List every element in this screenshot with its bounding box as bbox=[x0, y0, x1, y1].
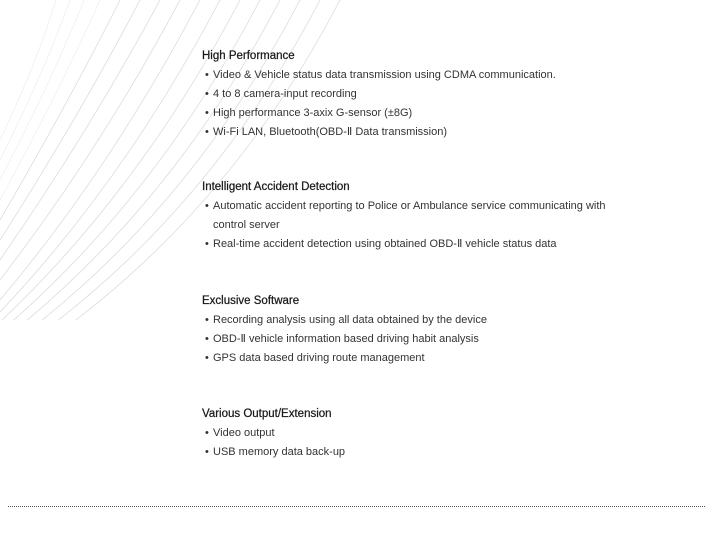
list-item bbox=[202, 235, 682, 254]
bullet: • bbox=[205, 238, 209, 250]
bullet: • bbox=[205, 314, 209, 326]
feature-items bbox=[202, 311, 682, 368]
section-title: Exclusive Software bbox=[202, 295, 300, 307]
item-text: Automatic accident reporting to Police or Ambulance service communicating with control server bbox=[213, 200, 606, 231]
section-title: Intelligent Accident Detection bbox=[202, 181, 350, 193]
item-text: USB memory data back-up bbox=[213, 446, 346, 458]
section-various-output-extension bbox=[202, 405, 682, 462]
section-intelligent-accident-detection bbox=[202, 178, 682, 254]
list-item bbox=[202, 104, 682, 123]
list-item bbox=[202, 443, 682, 462]
item-text: GPS data based driving route management bbox=[213, 352, 425, 364]
list-item bbox=[202, 311, 682, 330]
list-item bbox=[202, 123, 682, 142]
list-item bbox=[202, 197, 633, 235]
list-item bbox=[202, 85, 682, 104]
item-text: High performance 3-axix G-sensor (±8G) bbox=[213, 107, 413, 119]
bullet: • bbox=[205, 69, 209, 81]
bullet: • bbox=[205, 126, 209, 138]
list-item bbox=[202, 330, 682, 349]
list-item bbox=[202, 349, 682, 368]
section-title: Various Output/Extension bbox=[202, 408, 332, 420]
section-title: High Performance bbox=[202, 50, 295, 62]
bullet: • bbox=[205, 88, 209, 100]
item-text: Wi-Fi LAN, Bluetooth(OBD-Ⅱ Data transmission) bbox=[213, 126, 448, 138]
bullet: • bbox=[205, 107, 209, 119]
bullet: • bbox=[205, 352, 209, 364]
bullet: • bbox=[205, 333, 209, 345]
bullet: • bbox=[205, 427, 209, 439]
feature-items bbox=[202, 424, 682, 462]
item-text: Real-time accident detection using obtained OBD-Ⅱ vehicle status data bbox=[213, 238, 557, 250]
item-text: Video & Vehicle status data transmission using CDMA communication. bbox=[213, 69, 556, 81]
dotted-divider bbox=[8, 506, 705, 507]
feature-items bbox=[202, 197, 682, 254]
bullet: • bbox=[205, 446, 209, 458]
list-item bbox=[202, 66, 682, 85]
section-exclusive-software bbox=[202, 292, 682, 368]
bullet: • bbox=[205, 200, 209, 212]
list-item bbox=[202, 424, 682, 443]
item-text: OBD-Ⅱ vehicle information based driving habit analysis bbox=[213, 333, 479, 345]
item-text: Recording analysis using all data obtained by the device bbox=[213, 314, 487, 326]
section-high-performance bbox=[202, 47, 682, 142]
feature-items bbox=[202, 66, 682, 142]
item-text: Video output bbox=[213, 427, 275, 439]
item-text: 4 to 8 camera-input recording bbox=[213, 88, 357, 100]
